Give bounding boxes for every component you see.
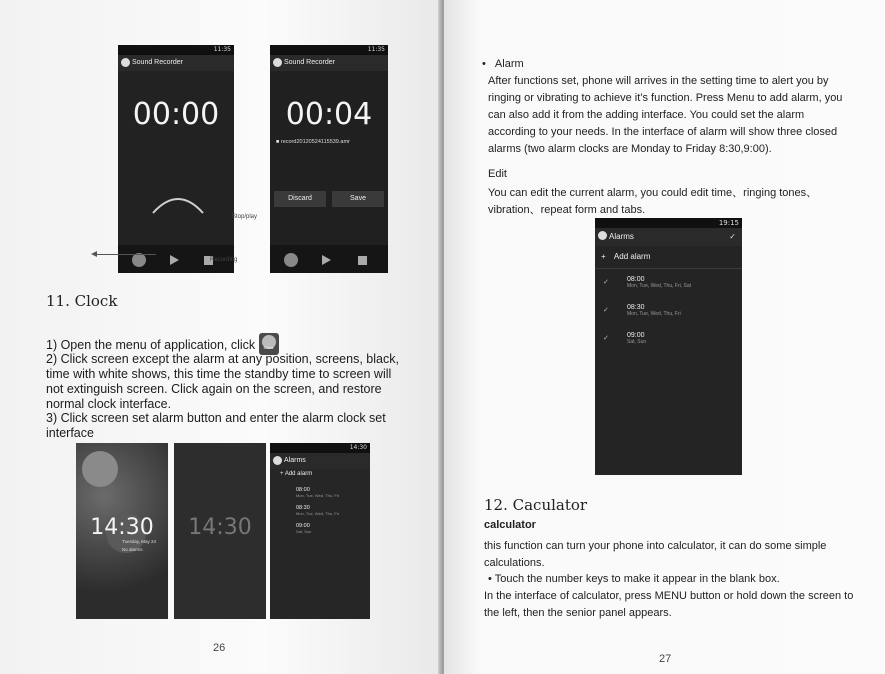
alarm-time: 08:00	[627, 276, 645, 283]
app-title-bar	[118, 55, 234, 71]
alarms-title: Alarms	[609, 232, 634, 241]
alarms-title-bar	[595, 228, 742, 246]
alarm-days: Sat, Sun	[296, 529, 312, 534]
recorder-app-icon	[121, 58, 130, 67]
alarm-time: 09:00	[627, 332, 645, 339]
stop-icon[interactable]	[358, 256, 367, 265]
status-bar: 11:35	[118, 45, 234, 55]
recorder-timer: 00:00	[132, 97, 220, 132]
page-number-left: 26	[213, 642, 226, 654]
recorder-app-icon	[273, 58, 282, 67]
step-1-label: 1) Open the menu of application, click	[46, 338, 256, 352]
add-alarm-button[interactable]: + Add alarm	[280, 471, 313, 477]
alarm-time: 08:30	[627, 304, 645, 311]
callout-line	[96, 254, 156, 255]
recording-file-name: ■ record20120524115539.amr	[276, 139, 350, 145]
add-alarm-label: Add alarm	[613, 252, 651, 261]
page-number-right: 27	[659, 653, 672, 665]
alarms-title-bar	[270, 453, 370, 469]
add-alarm-button[interactable]: + Add alarm	[601, 252, 651, 261]
alarm-time: 09:00	[296, 523, 310, 529]
stop-play-callout: Stop/play	[232, 214, 258, 220]
calculator-bullet: • Touch the number keys to make it appear in the blank box.	[488, 573, 780, 585]
record-button[interactable]	[132, 253, 146, 267]
alarm-days: Mon, Tue, Wed, Thu, Fri	[296, 493, 339, 498]
edit-description: You can edit the current alarm, you could edit time、ringing tones、vibration、repeat form and tabs.	[488, 187, 818, 216]
section-heading-clock: 11. Clock	[46, 292, 118, 310]
alarm-days: Mon, Tue, Wed, Thu, Fri	[296, 511, 339, 516]
discard-button[interactable]: Discard	[274, 191, 326, 207]
right-page	[444, 0, 885, 674]
alarm-list-item[interactable]	[603, 276, 738, 289]
clock-time: 14:30	[90, 515, 154, 540]
app-title: Sound Recorder	[284, 59, 335, 66]
recorder-screenshot-b	[270, 45, 388, 273]
dimmed-clock-time: 14:30	[188, 515, 252, 540]
status-bar: 19:15	[595, 218, 742, 228]
calculator-description-2: In the interface of calculator, press MENU button or hold down the screen to the left, then the senior panel appears.	[484, 590, 854, 619]
status-bar: 11:35	[270, 45, 388, 55]
list-divider	[595, 268, 742, 269]
alarms-screenshot	[595, 218, 742, 475]
record-button[interactable]	[284, 253, 298, 267]
alarm-list-item[interactable]	[296, 523, 366, 534]
alarm-time: 08:00	[296, 487, 310, 493]
calculator-description: this function can turn your phone into calculator, it can do some simple calculations.	[484, 540, 827, 569]
alarm-list-item[interactable]	[296, 487, 366, 498]
left-page	[0, 0, 442, 674]
edit-heading: Edit	[488, 168, 507, 180]
alarm-clock-icon: ✓	[603, 335, 609, 342]
alarm-list-item[interactable]	[603, 332, 738, 345]
wallpaper-bubble	[82, 451, 118, 487]
alarm-bullet-label: Alarm	[494, 58, 524, 70]
calculator-subheading: calculator	[484, 519, 536, 531]
add-alarm-label: Add alarm	[284, 471, 313, 477]
alarm-list-item[interactable]	[296, 505, 366, 516]
clock-dim-screenshot	[174, 443, 266, 619]
alarms-app-icon	[598, 231, 607, 240]
clock-date: Tuesday, May 24	[122, 539, 157, 544]
alarm-description: After functions set, phone will arrives in the setting time to alert you by ringing or vibrating to achieve it’s function. Press Menu to add alarm, you can also add it from the adding interface. You could set the alarm according to your needs. In the interface of alarm will show three closed alarms (two alarm clocks are Monday to Friday 8:30,9:00).	[488, 75, 843, 155]
alarms-app-icon	[273, 456, 282, 465]
section-heading-calculator: 12. Caculator	[484, 496, 588, 514]
level-meter-arc	[148, 185, 208, 215]
recorder-screenshot-a	[118, 45, 234, 273]
play-icon[interactable]	[322, 255, 331, 265]
alarm-clock-icon: ✓	[603, 279, 609, 286]
clock-alarm-status: No alarms	[122, 547, 143, 552]
status-bar: 14:30	[270, 443, 370, 453]
alarm-bullet	[482, 56, 524, 73]
alarm-days: Mon, Tue, Wed, Thu, Fri, Sat	[627, 283, 692, 289]
bullet-icon: •	[482, 58, 486, 70]
alarm-time: 08:30	[296, 505, 310, 511]
alarm-list-item[interactable]	[603, 304, 738, 317]
recorder-timer: 00:04	[285, 97, 373, 132]
alarm-days: Mon, Tue, Wed, Thu, Fri	[627, 311, 681, 317]
alarm-clock-icon: ✓	[603, 307, 609, 314]
alarms-title: Alarms	[284, 457, 306, 464]
app-title-bar	[270, 55, 388, 71]
step-3-text: 3) Click screen set alarm button and enter the alarm clock set interface	[46, 411, 386, 440]
checkmark-icon[interactable]: ✓	[729, 232, 736, 241]
file-name-text: record20120524115539.amr	[280, 139, 350, 145]
alarm-days: Sat, Sun	[627, 339, 647, 345]
app-title: Sound Recorder	[132, 59, 183, 66]
callout-arrow-icon	[91, 251, 97, 257]
play-icon[interactable]	[170, 255, 179, 265]
clock-screenshot	[76, 443, 168, 619]
save-button[interactable]: Save	[332, 191, 384, 207]
recording-callout: Recording	[210, 257, 238, 263]
step-2-text: 2) Click screen except the alarm at any position, screens, black, time with white shows, this time the standby time to screen will not extinguish screen. Click again on the screen, and restore normal clock interface.	[46, 352, 399, 411]
alarms-screenshot-small	[270, 443, 370, 619]
clock-icon-label: Clock	[263, 345, 274, 350]
